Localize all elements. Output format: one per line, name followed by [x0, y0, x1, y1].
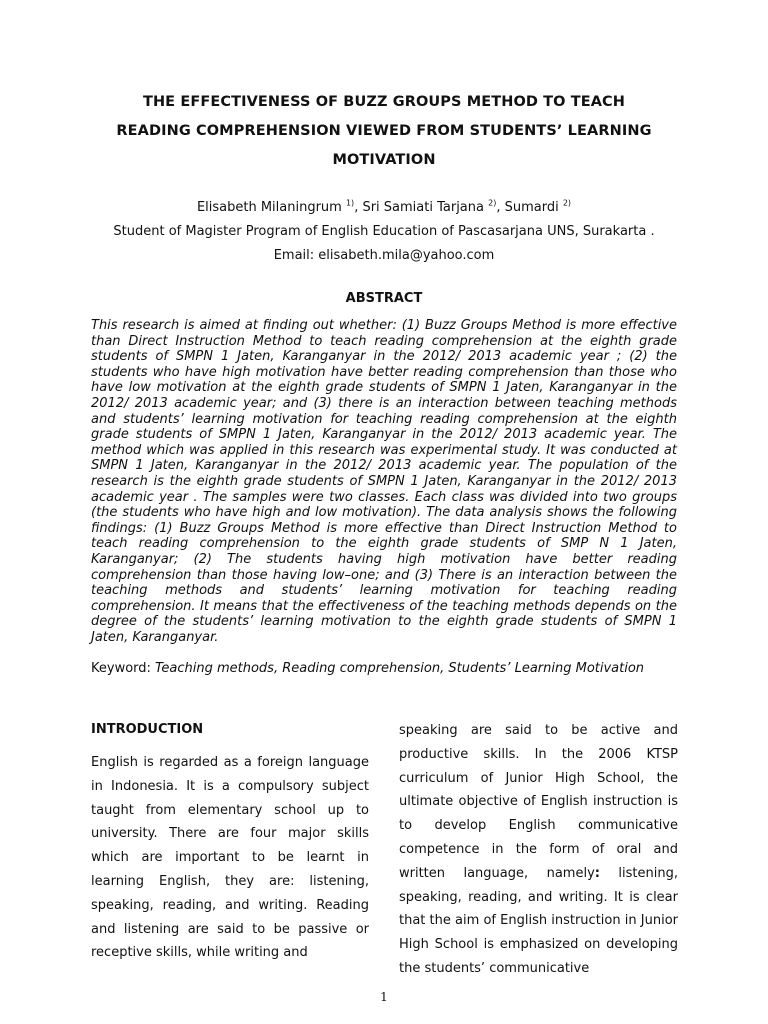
introduction-heading: INTRODUCTION — [91, 722, 204, 737]
author-name: Elisabeth Milaningrum — [196, 200, 346, 215]
author-list — [60, 196, 708, 220]
author-name: Sri Samiati Tarjana — [362, 200, 489, 215]
author-separator: , — [496, 200, 505, 215]
title-line: THE EFFECTIVENESS OF BUZZ GROUPS METHOD TO TEACH — [142, 94, 626, 110]
paragraph-text: speaking are said to be active and productive skills. In the 2006 KTSP curriculum of Junior High School, the ultimate objective of English instruction is to develop English communicative competence in the form of oral and written language, namely — [399, 723, 678, 881]
page-number: 1 — [380, 990, 388, 1004]
keywords — [91, 661, 691, 676]
author-separator: , — [354, 200, 363, 215]
title-line: MOTIVATION — [332, 152, 436, 168]
author-affiliation-mark: 1) — [345, 198, 355, 208]
abstract-body: This research is aimed at finding out whether: (1) Buzz Groups Method is more effective than Direct Instruction Method to teach reading comprehension at the eighth grade students of SMPN 1 Jaten, Karanganyar in the 2012/ 2013 academic year ; (2) the students who have high motivation have better reading comprehension than those who have low motivation at the eighth grade students of SMPN 1 Jaten, Karanganyar in the 2012/ 2013 academic year; and (3) there is an interaction between teaching methods and students’ learning motivation for teaching reading comprehension at the eighth grade students of SMPN 1 Jaten, Karanganyar in the 2012/ 2013 academic year. The method which was applied in this research was experimental study. It was conducted at SMPN 1 Jaten, Karanganyar in the 2012/ 2013 academic year. The population of the research is the eighth grade students of SMPN 1 Jaten, Karanganyar in the 2012/ 2013 academic year . The samples were two classes. Each class was divided into two groups (the students who have high and low motivation). The data analysis shows the following findings: (1) Buzz Groups Method is more effective than Direct Instruction Method to teach reading comprehension to the eighth grade students of SMP N 1 Jaten, Karanganyar; (2) The students having high motivation have better reading comprehension than those having low–one; and (3) There is an interaction between the teaching methods and students’ learning motivation for teaching reading comprehension. It means that the effectiveness of the teaching methods depends on the degree of the students’ learning motivation to the eighth grade students of SMPN 1 Jaten, Karanganyar. — [91, 318, 677, 645]
affiliation: Student of Magister Program of English Education of Pascasarjana UNS, Surakarta . — [113, 224, 655, 239]
email: Email: elisabeth.mila@yahoo.com — [273, 248, 495, 263]
keyword-list: Teaching methods, Reading comprehension, Students’ Learning Motivation — [155, 661, 645, 676]
title-line: READING COMPREHENSION VIEWED FROM STUDENTS’ LEARNING — [116, 123, 652, 139]
column-left — [91, 722, 369, 965]
bold-colon: : — [594, 865, 600, 881]
introduction-paragraph-continued — [399, 719, 678, 981]
abstract-heading: ABSTRACT — [345, 291, 423, 306]
author-name: Sumardi — [504, 200, 563, 215]
keyword-label: Keyword: — [91, 661, 156, 676]
paragraph-text: listening, speaking, reading, and writing. It is clear that the aim of English instruction in Junior High School is emphasized on developing the students’ communicative — [399, 865, 678, 976]
author-block — [60, 196, 708, 268]
author-affiliation-mark: 2) — [562, 198, 572, 208]
paper-title — [90, 88, 678, 175]
column-right — [399, 719, 678, 981]
introduction-paragraph: English is regarded as a foreign language in Indonesia. It is a compulsory subject taught from elementary school up to university. There are four major skills which are important to be learnt in learning English, they are: listening, speaking, reading, and writing. Reading and listening are said to be passive or receptive skills, while writing and — [91, 755, 369, 961]
author-affiliation-mark: 2) — [488, 198, 497, 208]
